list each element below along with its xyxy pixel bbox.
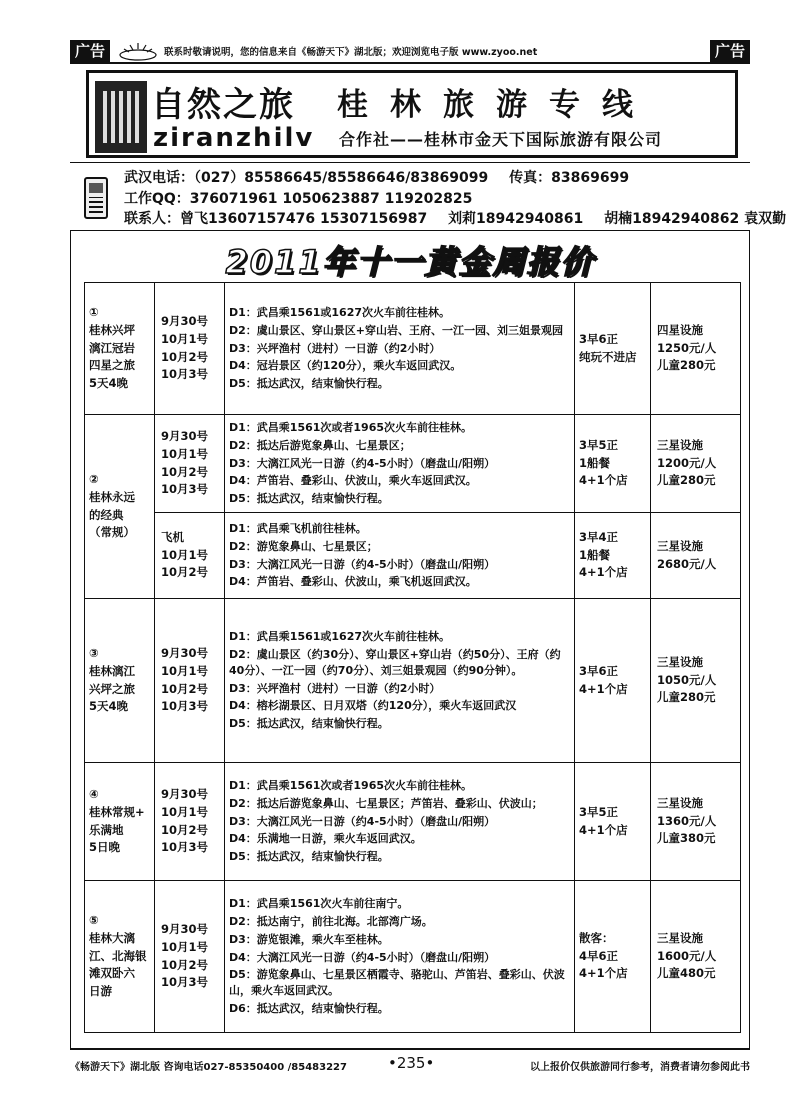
itinerary-day: D2：虞山景区、穿山景区+穿山岩、王府、一江一园、刘三姐景观园 <box>229 323 563 337</box>
tour-route-line: ② <box>89 471 99 486</box>
page-title: 2011年十一黄金周报价 <box>225 243 595 281</box>
tour-dates-cell <box>155 283 225 415</box>
itinerary-day: D6：抵达武汉，结束愉快行程。 <box>229 1002 389 1016</box>
price-info: 1360元/人 <box>657 813 717 828</box>
tour-route-line: 桂林兴坪 <box>89 322 135 337</box>
tour-price-cell <box>651 763 741 881</box>
tour-date: 飞机 <box>161 529 184 544</box>
itinerary-day: D2：抵达南宁，前往北海。北部湾广场。 <box>229 914 433 928</box>
tour-route-line: 5日晚 <box>89 840 121 855</box>
tour-route-line: 桂林常规+ <box>89 804 145 819</box>
contact-person: 联系人：曾飞13607157476 15307156987 <box>124 211 428 227</box>
tour-route-line: 的经典 <box>89 507 124 522</box>
price-info: 1200元/人 <box>657 455 717 470</box>
itinerary-day: D3：兴坪渔村（进村）一日游（约2小时） <box>229 681 441 695</box>
tour-date: 10月3号 <box>161 975 209 990</box>
tour-dates-cell <box>155 599 225 763</box>
tour-meal-cell <box>575 415 651 513</box>
tour-route-line: 漓江冠岩 <box>89 340 135 355</box>
meal-info: 4+1个店 <box>579 966 628 981</box>
meal-info: 4早6正 <box>579 948 619 963</box>
tour-date: 10月2号 <box>161 464 209 479</box>
tour-date: 9月30号 <box>161 428 209 443</box>
tour-route-line: 5天4晚 <box>89 699 129 714</box>
footer-publication: 《畅游天下》湖北版 咨询电话027-85350400 /85483227 <box>70 1062 347 1073</box>
tour-price-cell <box>651 415 741 513</box>
itinerary-day: D4：芦笛岩、叠彩山、伏波山，乘火车返回武汉。 <box>229 474 477 488</box>
tour-row <box>85 763 741 881</box>
contact-block <box>70 162 787 228</box>
tour-route-line: 桂林大漓 <box>89 930 135 945</box>
price-info: 儿童480元 <box>657 966 716 981</box>
tour-date: 10月1号 <box>161 663 209 678</box>
meal-info: 3早5正 <box>579 437 619 452</box>
itinerary-day: D1：武昌乘1561或1627次火车前往桂林。 <box>229 629 451 643</box>
tour-itinerary-cell <box>225 283 575 415</box>
tour-price-table <box>84 282 741 1033</box>
itinerary-day: D3：兴坪渔村（进村）一日游（约2小时） <box>229 341 441 355</box>
itinerary-day: D5：抵达武汉，结束愉快行程。 <box>229 717 389 731</box>
tour-dates-cell <box>155 763 225 881</box>
brand-pinyin: ziranzhilv <box>153 123 315 153</box>
tour-itinerary-cell <box>225 881 575 1033</box>
contact-person-line <box>124 208 786 228</box>
itinerary-day: D4：乐满地一日游，乘火车返回武汉。 <box>229 832 422 846</box>
meal-info: 4+1个店 <box>579 681 628 696</box>
itinerary-day: D2：游览象鼻山、七星景区； <box>229 539 378 553</box>
tour-route-line: ① <box>89 304 99 319</box>
itinerary-day: D1：武昌乘飞机前往桂林。 <box>229 521 367 535</box>
meal-info: 3早4正 <box>579 529 619 544</box>
meal-info: 3早6正 <box>579 331 619 346</box>
tour-date: 9月30号 <box>161 786 209 801</box>
tour-row <box>85 283 741 415</box>
price-info: 1600元/人 <box>657 948 717 963</box>
tour-route-line: ④ <box>89 786 99 801</box>
tour-meal-cell <box>575 599 651 763</box>
meal-info: 1船餐 <box>579 547 611 562</box>
tour-date: 10月3号 <box>161 482 209 497</box>
itinerary-day: D4：大漓江风光一日游（约4-5小时）（磨盘山/阳朔） <box>229 950 496 964</box>
tour-date: 10月1号 <box>161 446 209 461</box>
itinerary-day: D3：大漓江风光一日游（约4-5小时）（磨盘山/阳朔） <box>229 814 496 828</box>
page-footer <box>70 1048 750 1078</box>
tour-table-body <box>85 283 741 1033</box>
tour-route-line: （常规） <box>89 525 135 540</box>
tour-itinerary-cell <box>225 513 575 599</box>
price-info: 儿童280元 <box>657 473 716 488</box>
price-info: 四星设施 <box>657 322 703 337</box>
frame-left-rule <box>70 230 71 1050</box>
tour-route-line: ⑤ <box>89 912 99 927</box>
contact-fax: 传真：83869699 <box>509 170 630 186</box>
tour-itinerary-cell <box>225 415 575 513</box>
price-info: 2680元/人 <box>657 556 717 571</box>
tour-route-cell <box>85 415 155 599</box>
price-info: 三星设施 <box>657 538 703 553</box>
tour-route-line: 桂林漓江 <box>89 663 135 678</box>
tour-price-cell <box>651 283 741 415</box>
itinerary-day: D3：大漓江风光一日游（约4-5小时）（磨盘山/阳朔） <box>229 557 496 571</box>
contact-phone-line <box>124 167 629 187</box>
itinerary-day: D1：武昌乘1561次或者1965次火车前往桂林。 <box>229 778 473 792</box>
meal-info: 3早5正 <box>579 804 619 819</box>
price-info: 三星设施 <box>657 930 703 945</box>
tour-row <box>85 513 741 599</box>
tour-meal-cell <box>575 763 651 881</box>
tour-price-cell <box>651 513 741 599</box>
tour-date: 9月30号 <box>161 921 209 936</box>
meal-info: 散客： <box>579 930 614 945</box>
meal-info: 4+1个店 <box>579 565 628 580</box>
itinerary-day: D2：虞山景区（约30分）、穿山景区+穿山岩（约50分）、王府（约40分）、一江一园（约70分）、刘三姐景观园（约90分钟）。 <box>229 647 561 677</box>
brand-partner: 合作社——桂林市金天下国际旅游有限公司 <box>339 130 663 149</box>
itinerary-day: D2：抵达后游览象鼻山、七星景区； <box>229 438 411 452</box>
itinerary-day: D1：武昌乘1561或1627次火车前往桂林。 <box>229 305 451 319</box>
tour-date: 10月3号 <box>161 367 209 382</box>
meal-info: 纯玩不进店 <box>579 349 637 364</box>
meal-info: 4+1个店 <box>579 473 628 488</box>
tour-price-cell <box>651 881 741 1033</box>
page-number: •235• <box>388 1054 435 1072</box>
tour-date: 10月3号 <box>161 699 209 714</box>
tour-date: 10月1号 <box>161 804 209 819</box>
meal-info: 3早6正 <box>579 663 619 678</box>
tour-date: 10月2号 <box>161 681 209 696</box>
header-notice: 联系时敬请说明，您的信息来自《畅游天下》湖北版；欢迎浏览电子版 www.zyoo.net <box>164 47 538 58</box>
tour-row <box>85 415 741 513</box>
tour-price-cell <box>651 599 741 763</box>
frame-right-rule <box>749 230 750 1050</box>
meal-info: 4+1个店 <box>579 822 628 837</box>
itinerary-day: D1：武昌乘1561次或者1965次火车前往桂林。 <box>229 420 473 434</box>
publication-logo-icon <box>118 41 158 61</box>
brand-name: 自然之旅 <box>151 85 295 125</box>
itinerary-day: D4：冠岩景区（约120分），乘火车返回武汉。 <box>229 359 462 373</box>
contact-qq: 工作QQ：376071961 1050623887 119202825 <box>124 191 473 207</box>
itinerary-day: D3：大漓江风光一日游（约4-5小时）（磨盘山/阳朔） <box>229 456 496 470</box>
tour-date: 9月30号 <box>161 313 209 328</box>
tour-route-line: 桂林永远 <box>89 489 135 504</box>
price-info: 儿童380元 <box>657 831 716 846</box>
tour-route-cell <box>85 881 155 1033</box>
itinerary-day: D4：芦笛岩、叠彩山、伏波山，乘飞机返回武汉。 <box>229 575 477 589</box>
itinerary-day: D5：抵达武汉，结束愉快行程。 <box>229 492 389 506</box>
itinerary-day: D2：抵达后游览象鼻山、七星景区；芦笛岩、叠彩山、伏波山； <box>229 796 543 810</box>
brand-banner <box>86 70 738 158</box>
tour-route-line: 兴坪之旅 <box>89 681 135 696</box>
itinerary-day: D5：游览象鼻山、七星景区栖霞寺、骆驼山、芦笛岩、叠彩山、伏波山，乘火车返回武汉。 <box>229 968 565 998</box>
tour-date: 10月1号 <box>161 547 209 562</box>
tour-route-line: 江、北海银 <box>89 948 147 963</box>
tour-route-line: 滩双卧六 <box>89 966 135 981</box>
tour-dates-cell <box>155 513 225 599</box>
tour-date: 10月2号 <box>161 822 209 837</box>
ad-label-left: 广告 <box>70 40 110 62</box>
price-info: 三星设施 <box>657 437 703 452</box>
price-info: 儿童280元 <box>657 358 716 373</box>
tour-route-line: 日游 <box>89 984 112 999</box>
itinerary-day: D3：游览银滩，乘火车至桂林。 <box>229 932 389 946</box>
itinerary-day: D5：抵达武汉，结束愉快行程。 <box>229 850 389 864</box>
tour-meal-cell <box>575 283 651 415</box>
tour-dates-cell <box>155 415 225 513</box>
tour-row <box>85 599 741 763</box>
tour-dates-cell <box>155 881 225 1033</box>
tour-route-line: 四星之旅 <box>89 358 135 373</box>
tour-meal-cell <box>575 881 651 1033</box>
tour-date: 10月2号 <box>161 565 209 580</box>
top-ad-bar <box>70 40 750 62</box>
itinerary-day: D5：抵达武汉，结束愉快行程。 <box>229 377 389 391</box>
price-info: 儿童280元 <box>657 690 716 705</box>
tour-route-cell <box>85 283 155 415</box>
price-info: 1050元/人 <box>657 672 717 687</box>
itinerary-day: D4：榕杉湖景区、日月双塔（约120分），乘火车返回武汉 <box>229 699 517 713</box>
brand-title: 桂林旅游专线 <box>337 87 655 123</box>
tour-date: 10月2号 <box>161 349 209 364</box>
tour-row <box>85 881 741 1033</box>
tour-route-line: 乐满地 <box>89 822 124 837</box>
tour-route-cell <box>85 763 155 881</box>
price-info: 1250元/人 <box>657 340 717 355</box>
header-divider <box>70 62 750 64</box>
brand-logo-icon <box>95 81 147 153</box>
mobile-phone-icon <box>84 177 108 219</box>
contact-person-3: 胡楠18942940862 袁双勤 <box>604 211 787 227</box>
tour-date: 10月1号 <box>161 331 209 346</box>
contact-person-2: 刘莉18942940861 <box>448 211 584 227</box>
page-heading <box>70 230 750 281</box>
tour-itinerary-cell <box>225 599 575 763</box>
tour-date: 9月30号 <box>161 645 209 660</box>
price-info: 三星设施 <box>657 795 703 810</box>
meal-info: 1船餐 <box>579 455 611 470</box>
contact-phone: 武汉电话：（027）85586645/85586646/83869099 <box>124 170 489 186</box>
footer-disclaimer: 以上报价仅供旅游同行参考，消费者请勿参阅此书 <box>530 1062 750 1073</box>
itinerary-day: D1：武昌乘1561次火车前往南宁。 <box>229 896 409 910</box>
ad-label-right: 广告 <box>710 40 750 62</box>
tour-itinerary-cell <box>225 763 575 881</box>
tour-date: 10月3号 <box>161 840 209 855</box>
tour-route-cell <box>85 599 155 763</box>
tour-route-line: 5天4晚 <box>89 376 129 391</box>
price-info: 三星设施 <box>657 654 703 669</box>
tour-route-line: ③ <box>89 645 99 660</box>
tour-meal-cell <box>575 513 651 599</box>
tour-date: 10月2号 <box>161 957 209 972</box>
tour-date: 10月1号 <box>161 939 209 954</box>
